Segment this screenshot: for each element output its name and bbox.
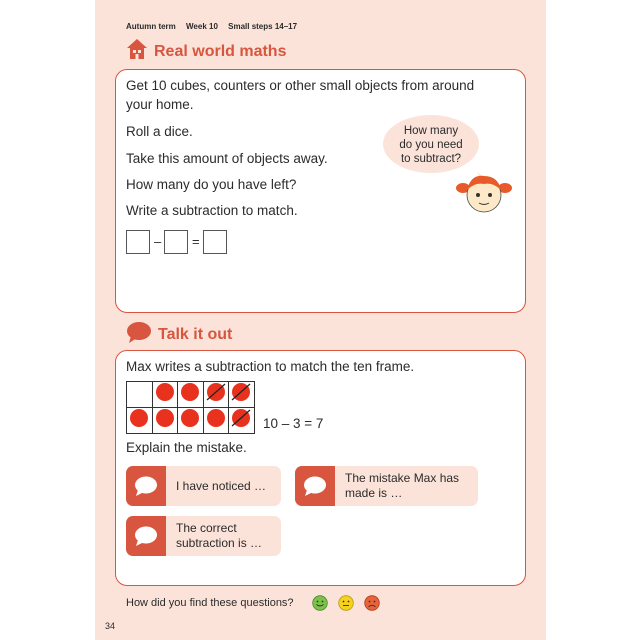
ten-frame-row (127, 408, 255, 434)
sad-face-icon[interactable] (364, 595, 380, 611)
prompt-speech-icon (126, 466, 166, 506)
prompt-correct (126, 516, 281, 556)
answer-box-1[interactable] (126, 230, 150, 254)
answer-box-2[interactable] (164, 230, 188, 254)
prompt-correct-text (166, 521, 262, 551)
prompt-mistake-text (335, 471, 459, 501)
ten-frame-cell (178, 382, 204, 408)
ten-frame (126, 381, 255, 434)
talk-title: Talk it out (158, 325, 233, 343)
happy-face-icon[interactable] (312, 595, 328, 611)
prompt-correct-line-2: subtraction is … (176, 536, 263, 550)
minus-sign: – (154, 234, 162, 249)
bubble-line-1: How many (403, 125, 459, 137)
speech-bubble (383, 115, 479, 173)
talk-intro: Max writes a subtraction to match the ten frame. (126, 359, 415, 374)
counter (206, 408, 226, 428)
prompt-speech-icon (295, 466, 335, 506)
explain-mistake: Explain the mistake. (126, 440, 247, 455)
ten-frame-cell (229, 408, 255, 434)
talk-heading (126, 321, 232, 348)
ten-frame-cell (203, 382, 229, 408)
ten-frame-cell (203, 408, 229, 434)
bubble-line-3: to subtract? (400, 153, 462, 165)
real-world-title: Real world maths (154, 42, 287, 60)
real-world-heading (126, 38, 286, 65)
feedback-question: How did you find these questions? (126, 597, 294, 609)
instruction-take-away: Take this amount of objects away. (126, 151, 328, 166)
instruction-roll: Roll a dice. (126, 124, 193, 139)
header-week: Week 10 (186, 22, 218, 31)
bubble-line-2: do you need (399, 139, 463, 151)
instruction-write: Write a subtraction to match. (126, 203, 298, 218)
max-equation: 10 – 3 = 7 (263, 416, 324, 431)
prompt-noticed (126, 466, 281, 506)
header-steps: Small steps 14–17 (228, 22, 298, 31)
speech-icon (126, 321, 152, 348)
instruction-line-1: Get 10 cubes, counters or other small objects from around (126, 78, 475, 93)
answer-box-3[interactable] (203, 230, 227, 254)
prompt-mistake-line-1: The mistake Max has (345, 471, 460, 485)
equals-sign: = (192, 234, 200, 249)
girl-character-icon (455, 168, 513, 216)
counter (155, 382, 175, 402)
prompt-correct-line-1: The correct (176, 521, 237, 535)
instruction-line-2: your home. (126, 97, 194, 112)
ten-frame-cell (127, 382, 153, 408)
ten-frame-cell (152, 408, 178, 434)
header-term: Autumn term (126, 22, 176, 31)
crossed-counter (231, 382, 251, 402)
ten-frame-cell (152, 382, 178, 408)
house-icon (126, 38, 148, 65)
instruction-how-many: How many do you have left? (126, 177, 297, 192)
counter (129, 408, 149, 428)
neutral-face-icon[interactable] (338, 595, 354, 611)
crossed-counter (206, 382, 226, 402)
prompt-mistake (295, 466, 478, 506)
counter (155, 408, 175, 428)
prompt-noticed-text: I have noticed … (176, 478, 267, 493)
counter (180, 408, 200, 428)
ten-frame-cell (178, 408, 204, 434)
prompt-mistake-line-2: made is … (345, 486, 403, 500)
page-number: 34 (105, 621, 116, 631)
counter (180, 382, 200, 402)
ten-frame-cell (229, 382, 255, 408)
prompt-speech-icon (126, 516, 166, 556)
crossed-counter (231, 408, 251, 428)
ten-frame-cell (127, 408, 153, 434)
ten-frame-row (127, 382, 255, 408)
header (126, 22, 305, 31)
